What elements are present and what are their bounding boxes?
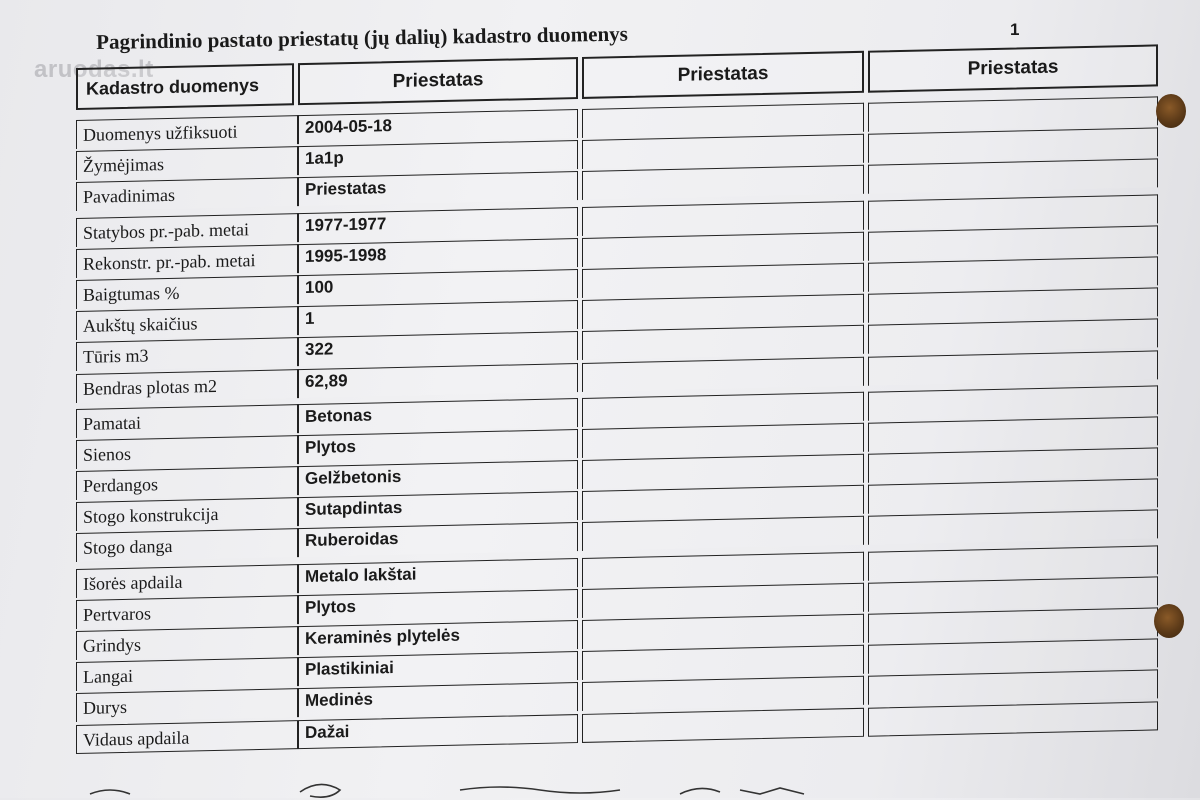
row-value: Plytos [298, 429, 578, 464]
empty-cell [868, 510, 1158, 545]
row-label: Rekonstr. pr.-pab. metai [76, 244, 298, 278]
row-value: 100 [298, 269, 578, 304]
empty-cell [868, 159, 1158, 194]
row-value: 62,89 [298, 363, 578, 398]
row-label: Išorės apdaila [76, 564, 298, 598]
row-label: Stogo konstrukcija [76, 497, 298, 531]
page-number: 1 [1010, 20, 1020, 39]
empty-cell [582, 263, 864, 298]
row-value: Keraminės plytelės [298, 620, 578, 655]
header-column-3: Priestatas [868, 44, 1158, 92]
row-value: 1a1p [298, 140, 578, 175]
empty-cell [582, 325, 864, 360]
empty-cell [868, 385, 1158, 420]
empty-cell [582, 391, 864, 426]
row-value: Medinės [298, 682, 578, 717]
row-value: 1995-1998 [298, 238, 578, 273]
empty-cell [582, 707, 864, 742]
empty-cell [582, 356, 864, 391]
empty-cell [868, 256, 1158, 291]
row-label: Pamatai [76, 404, 298, 438]
row-value: 2004-05-18 [298, 109, 578, 144]
page-title: Pagrindinio pastato priestatų (jų dalių) kadastro duomenys [96, 21, 629, 54]
empty-cell [582, 614, 864, 649]
row-label: Tūris m3 [76, 337, 298, 371]
empty-cell [582, 485, 864, 520]
row-value: Sutapdintas [298, 491, 578, 526]
empty-cell [868, 350, 1158, 385]
empty-cell [868, 194, 1158, 229]
empty-cell [868, 416, 1158, 451]
row-label: Sienos [76, 435, 298, 469]
row-value: Plastikiniai [298, 651, 578, 686]
row-label: Žymėjimas [76, 146, 298, 180]
row-label: Aukštų skaičius [76, 306, 298, 340]
empty-cell [582, 200, 864, 235]
empty-cell [868, 701, 1158, 736]
row-label: Grindys [76, 626, 298, 660]
empty-cell [868, 128, 1158, 163]
empty-cell [868, 576, 1158, 611]
row-label: Bendras plotas m2 [76, 369, 298, 403]
watermark-logo: aruodas.lt [34, 56, 154, 83]
row-label: Perdangos [76, 466, 298, 500]
row-value: Priestatas [298, 171, 578, 206]
empty-cell [582, 583, 864, 618]
empty-cell [582, 645, 864, 680]
empty-cell [868, 479, 1158, 514]
punch-hole [1156, 94, 1186, 128]
row-label: Stogo danga [76, 529, 298, 563]
empty-cell [868, 545, 1158, 580]
row-value: 1977-1977 [298, 207, 578, 242]
empty-cell [868, 288, 1158, 323]
header-column-1: Priestatas [298, 57, 578, 105]
punch-hole [1154, 604, 1184, 638]
empty-cell [582, 134, 864, 169]
empty-cell [868, 607, 1158, 642]
cadastre-table [76, 44, 1166, 768]
row-value: Ruberoidas [298, 522, 578, 557]
table-body [76, 96, 1166, 756]
empty-cell [582, 165, 864, 200]
row-label: Duomenys užfiksuoti [76, 115, 298, 149]
row-label: Baigtumas % [76, 275, 298, 309]
empty-cell [582, 294, 864, 329]
empty-cell [582, 551, 864, 586]
signature-scribble [80, 778, 980, 800]
row-label: Pavadinimas [76, 178, 298, 212]
row-value: 322 [298, 331, 578, 366]
empty-cell [868, 96, 1158, 131]
row-value: Betonas [298, 398, 578, 433]
row-value: Dažai [298, 714, 578, 749]
header-column-2: Priestatas [582, 51, 864, 99]
empty-cell [868, 639, 1158, 674]
row-value: Plytos [298, 589, 578, 624]
empty-cell [868, 670, 1158, 705]
row-value: Gelžbetonis [298, 460, 578, 495]
row-label: Langai [76, 657, 298, 691]
row-value: Metalo lakštai [298, 558, 578, 593]
row-label: Vidaus apdaila [76, 720, 298, 754]
empty-cell [868, 225, 1158, 260]
empty-cell [582, 676, 864, 711]
empty-cell [582, 103, 864, 138]
row-label: Statybos pr.-pab. metai [76, 213, 298, 247]
row-label: Pertvaros [76, 595, 298, 629]
empty-cell [582, 516, 864, 551]
header-key-column: Kadastro duomenys [76, 63, 294, 110]
empty-cell [868, 319, 1158, 354]
empty-cell [868, 447, 1158, 482]
empty-cell [582, 232, 864, 267]
empty-cell [582, 454, 864, 489]
row-value: 1 [298, 300, 578, 335]
empty-cell [582, 423, 864, 458]
row-label: Durys [76, 689, 298, 723]
